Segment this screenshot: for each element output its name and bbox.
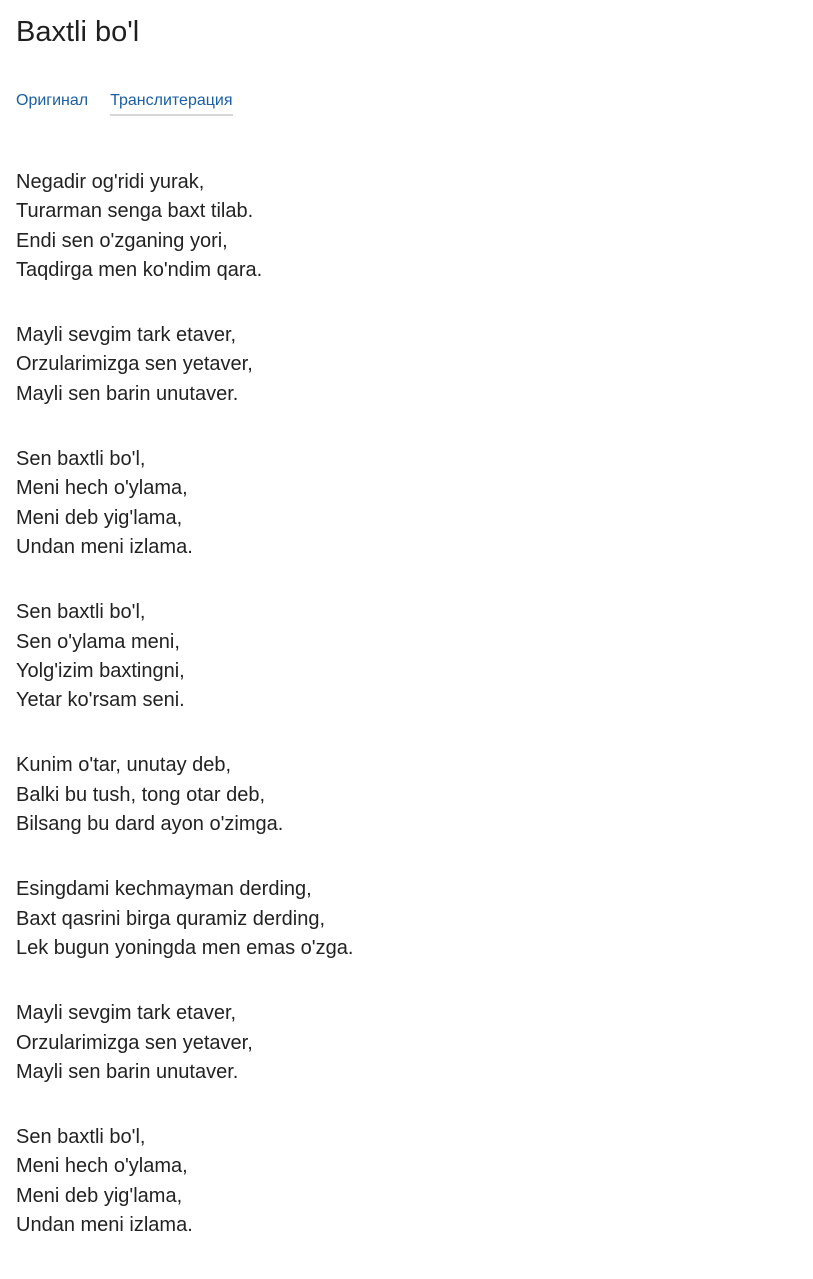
lyric-line: Sen o'ylama meni,	[16, 630, 180, 653]
stanza-4	[16, 598, 797, 715]
lyric-line: Orzularimizga sen yetaver,	[16, 1031, 253, 1054]
page-title: Baxtli bo'l	[16, 16, 140, 48]
lyric-line: Kunim o'tar, unutay deb,	[16, 754, 232, 777]
lyric-line: Turarman senga baxt tilab.	[16, 200, 254, 223]
tab-transliteration[interactable]: Транслитерация	[110, 91, 232, 116]
stanza-1	[16, 168, 797, 285]
stanza-7	[16, 999, 797, 1087]
lyrics-text	[16, 168, 797, 1240]
lyric-line: Mayli sevgim tark etaver,	[16, 1002, 237, 1025]
lyric-line: Lek bugun yoningda men emas o'zga.	[16, 936, 354, 959]
lyric-line: Baxt qasrini birga quramiz derding,	[16, 907, 326, 930]
lyric-line: Yolg'izim baxtingni,	[16, 659, 185, 682]
lyric-line: Yetar ko'rsam seni.	[16, 689, 185, 712]
lyric-line: Taqdirga men ko'ndim qara.	[16, 258, 263, 281]
lyrics-view-tabs	[16, 90, 797, 116]
stanza-8	[16, 1123, 797, 1240]
stanza-2	[16, 321, 797, 409]
lyric-line: Esingdami kechmayman derding,	[16, 878, 312, 901]
lyric-line: Meni deb yig'lama,	[16, 506, 183, 529]
lyric-line: Sen baxtli bo'l,	[16, 448, 146, 471]
lyric-line: Bilsang bu dard ayon o'zimga.	[16, 813, 284, 836]
lyric-line: Mayli sen barin unutaver.	[16, 382, 239, 405]
lyric-line: Undan meni izlama.	[16, 1214, 193, 1237]
tab-original[interactable]: Оригинал	[16, 92, 89, 109]
lyric-line: Meni hech o'ylama,	[16, 477, 188, 500]
lyric-line: Sen baxtli bo'l,	[16, 1126, 146, 1149]
lyric-line: Meni deb yig'lama,	[16, 1184, 183, 1207]
lyric-line: Meni hech o'ylama,	[16, 1155, 188, 1178]
lyric-line: Orzularimizga sen yetaver,	[16, 353, 253, 376]
lyric-line: Mayli sevgim tark etaver,	[16, 324, 237, 347]
lyric-line: Sen baxtli bo'l,	[16, 601, 146, 624]
lyric-line: Negadir og'ridi yurak,	[16, 171, 205, 193]
lyric-line: Endi sen o'zganing yori,	[16, 229, 228, 252]
stanza-6	[16, 875, 797, 963]
stanza-3	[16, 445, 797, 562]
lyric-line: Undan meni izlama.	[16, 535, 193, 558]
stanza-5	[16, 751, 797, 839]
lyric-line: Balki bu tush, tong otar deb,	[16, 783, 266, 806]
lyric-line: Mayli sen barin unutaver.	[16, 1060, 239, 1083]
